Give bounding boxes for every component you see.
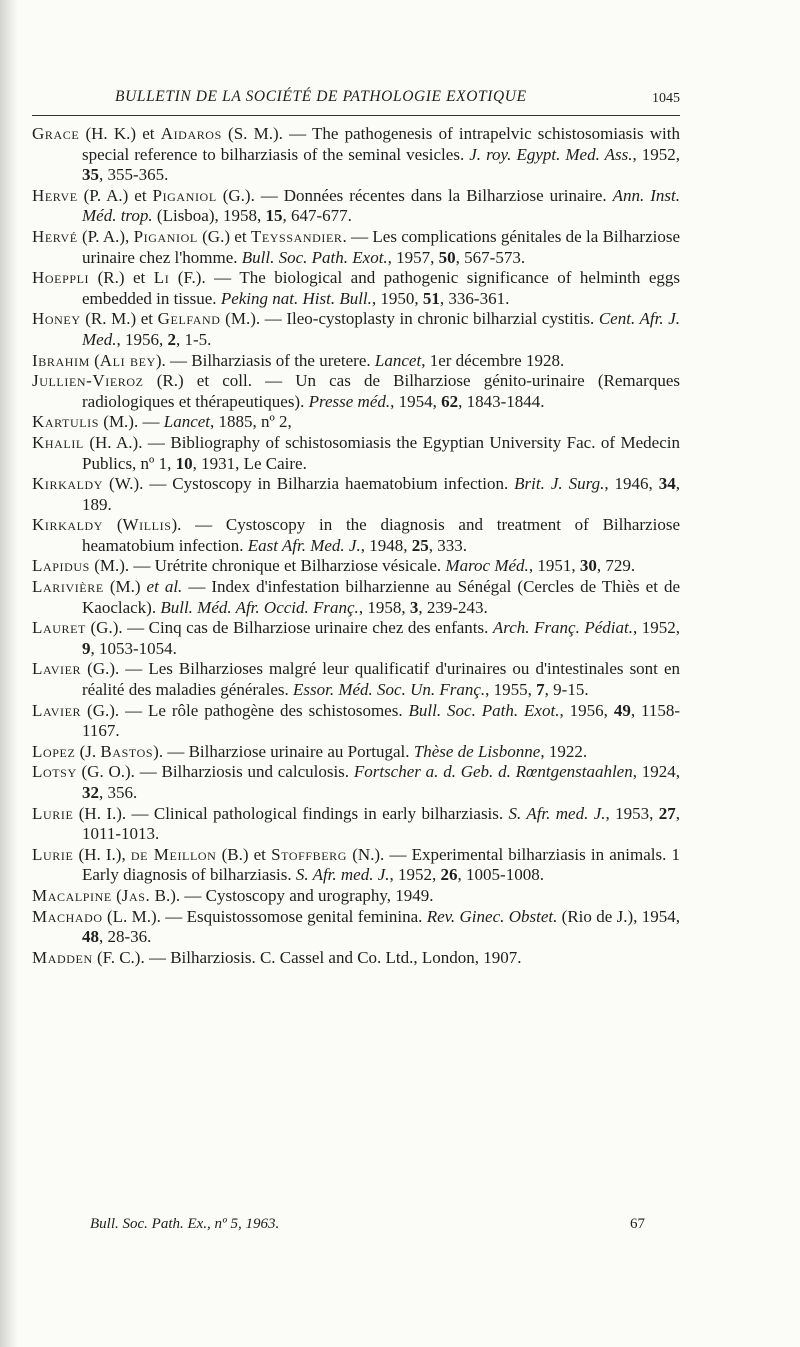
reference-text: (G.). — Données récentes dans la Bilharziose urinaire. [216,185,613,205]
reference-entry [32,371,680,412]
reference-text: B.). — Cystoscopy and urography, 1949. [150,885,434,905]
reference-text: (R.) et [97,268,154,288]
volume-number: 30 [579,556,597,576]
reference-text: , 1005-1008. [457,865,544,885]
journal-title: Arch. Franç. Pédiat. [492,618,633,638]
journal-title: Bull. Soc. Path. Exot. [241,247,388,267]
reference-entry [32,186,680,227]
reference-author: Hoeppli [32,268,90,288]
reference-text: (P. A.), [81,226,134,246]
journal-title: Cent. Afr. J. Med. [82,309,681,349]
reference-text: (M.). — Ileo-cystoplasty in chronic bilharzial cystitis. [220,309,599,329]
footer-citation: Bull. Soc. Path. Ex., nº 5, 1963. [90,1216,280,1232]
reference-text: , 28-36. [99,927,152,947]
volume-number: 35 [82,165,99,185]
journal-title: Presse méd. [308,391,391,411]
reference-text: (L. M.). — Esquistossomose genital feminina. [107,906,427,926]
journal-title: Bull. Méd. Afr. Occid. Franç. [160,597,359,617]
coauthor-name: Piganiol [133,226,198,246]
volume-number: 15 [265,206,283,226]
journal-title: Bull. Soc. Path. Exot. [408,700,560,720]
coauthor-name: Stoffberg [271,844,348,864]
reference-text: ). — Bilharziasis of the uretere. [155,350,375,370]
reference-author: Lurie [32,844,74,864]
reference-author: Lopez [32,741,76,761]
volume-number: 48 [82,927,99,947]
reference-entry [32,948,680,969]
reference-text: (J. [79,741,101,761]
reference-text: , 647-677. [282,206,352,226]
reference-text: (B.) et [216,844,272,864]
footer-sheet-number: 67 [630,1216,645,1232]
journal-title: et al. [146,577,183,597]
reference-text: (R. M.) et [85,309,158,329]
journal-title: Lancet [374,350,422,370]
volume-number: 10 [175,453,193,473]
coauthor-name: de Meillon [130,844,217,864]
journal-title: Lancet [163,412,211,432]
reference-author: Machado [32,906,103,926]
journal-title: Brit. J. Surg. [514,474,605,494]
reference-author: Lauret [32,618,86,638]
reference-text: (M.). — Urétrite chronique et Bilharziose vésicale. [94,556,446,576]
reference-text: , 1948, [360,535,412,555]
journal-title: Fortscher a. d. Geb. d. Rœntgenstaahlen [353,762,633,782]
reference-text: , 1-5. [175,329,212,349]
reference-entry [32,907,680,948]
reference-text: , 1053-1054. [90,638,177,658]
reference-text: (Rio de J.), 1954, [557,906,680,926]
reference-text: , 567-573. [455,247,526,267]
scan-edge-shadow [0,0,18,1347]
reference-list [32,124,680,968]
coauthor-name: Ali bey [99,350,156,370]
running-title: BULLETIN DE LA SOCIÉTÉ DE PATHOLOGIE EXOTIQUE [115,88,527,105]
reference-author: Kartulis [32,412,100,432]
reference-text: , 1158-1167. [82,700,681,741]
reference-author: Jullien-Vieroz [32,371,144,391]
journal-title: S. Afr. med. J. [508,803,606,823]
reference-text: (G.) et [197,226,251,246]
reference-text: ( [116,885,122,905]
reference-text: , 1952, [633,618,681,638]
reference-text: ). — Cystoscopy in the diagnosis and treatment of Bilharziose heamatobium infection. [82,515,680,555]
reference-text: , 1954, [390,391,442,411]
reference-entry [32,515,680,556]
journal-title: Essor. Méd. Soc. Un. Franç. [292,680,486,700]
reference-entry [32,268,680,309]
volume-number: 25 [411,535,429,555]
coauthor-name: Willis [122,515,172,535]
reference-text: , 336-361. [439,288,510,308]
reference-text: , 1958, [358,597,410,617]
volume-number: 62 [441,391,459,411]
reference-text: (G.). — Les Bilharzioses malgré leur qualificatif d'urinaires ou d'intestinales sont en réalité des maladies générales. [82,659,680,700]
journal-title: Rev. Ginec. Obstet. [426,906,558,926]
reference-text: , 1950, [371,288,423,308]
reference-author: Lapidus [32,556,90,576]
reference-text: , 1952, [632,144,680,164]
volume-number: 27 [658,803,676,823]
reference-author: Kirkaldy [32,515,104,535]
reference-author: Larivière [32,577,104,597]
reference-entry [32,577,680,618]
reference-author: Lurie [32,803,74,823]
reference-text: , 356. [99,783,138,802]
reference-author: Ibrahim [32,350,90,370]
volume-number: 26 [440,865,458,885]
coauthor-name: Li [153,268,170,288]
reference-text: , 1843-1844. [458,391,545,411]
reference-text: (H. I.). — Clinical pathological findings in early bilharziasis. [78,803,509,823]
reference-entry [32,618,680,659]
reference-text: , 1952, [389,865,441,885]
volume-number: 9 [82,638,91,658]
reference-text: , 1er décembre 1928. [421,350,565,370]
reference-text: , 355-365. [99,165,169,185]
reference-entry [32,659,680,700]
reference-author: Lavier [32,700,82,720]
journal-title: East Afr. Med. J. [247,535,361,555]
reference-entry [32,762,680,803]
reference-text: , 1924, [632,762,680,782]
journal-title: Ann. Inst. Méd. trop. [82,185,681,226]
reference-entry [32,412,680,433]
reference-entry [32,124,680,186]
header-rule [32,115,680,116]
reference-entry [32,227,680,268]
reference-text: , 9-15. [544,680,589,700]
reference-text: , 1946, [604,474,659,494]
reference-text: (H. K.) et [85,124,161,143]
reference-text: , 1951, [528,556,580,576]
reference-text: (Lisboa), 1958, [152,206,266,226]
reference-author: Herve [32,185,78,205]
page-footer [90,1216,645,1238]
reference-entry [32,433,680,474]
journal-title: J. roy. Egypt. Med. Ass. [469,144,633,164]
reference-text: (M.). — [103,412,164,432]
reference-text: , 239-243. [418,597,488,617]
volume-number: 51 [422,288,440,308]
reference-text: (R.) et coll. — Un cas de Bilharziose génito-urinaire (Remarques radiologiques et thérapeutiques). [82,371,680,411]
reference-text: (F.). — The biological and pathogenic significance of helminth eggs embedded in tissue. [82,268,680,308]
reference-author: Hervé [32,226,78,246]
journal-title: Peking nat. Hist. Bull. [220,288,372,308]
reference-text: , 333. [428,535,467,555]
reference-text: (N.). — Experimental bilharziasis in animals. 1 Early diagnosis of bilharziasis. [82,844,681,885]
volume-number: 32 [82,783,99,802]
reference-entry [32,804,680,845]
volume-number: 3 [409,597,419,617]
page-number: 1045 [652,91,680,106]
coauthor-name: Aidaros [160,124,222,143]
coauthor-name: Piganiol [152,185,217,205]
reference-entry [32,309,680,350]
reference-text: , 1922. [540,741,588,761]
reference-author: Macalpine [32,885,112,905]
reference-text: (G. O.). — Bilharziosis und calculosis. [81,762,354,782]
volume-number: 2 [167,329,176,349]
reference-text: (F. C.). — Bilharziosis. C. Cassel and Co. Ltd., London, 1907. [96,947,522,967]
reference-text: — Index d'infestation bilharzienne au Sénégal (Cercles de Thiès et de Kaoclack). [82,577,680,617]
reference-author: Kirkaldy [32,474,104,494]
reference-text: , 1931, Le Caire. [192,453,307,473]
coauthor-name: Gelfand [157,309,221,329]
journal-title: S. Afr. med. J. [295,865,390,885]
reference-text: (H. A.). — Bibliography of schistosomiasis the Egyptian University Fac. of Medecin Publics, nº 1, [82,432,680,473]
reference-text: ( [116,515,123,535]
reference-text: (P. A.) et [83,185,153,205]
reference-entry [32,701,680,742]
coauthor-name: Bastos [100,741,154,761]
reference-text: , 189. [82,474,681,514]
reference-author: Honey [32,309,81,329]
volume-number: 49 [613,700,631,720]
reference-author: Grace [32,124,80,143]
reference-text: (S. M.). — The pathogenesis of intrapelvic schistosomiasis with special reference to bilharziasis of the seminal vesicles. [82,124,680,164]
volume-number: 34 [658,474,676,494]
reference-author: Madden [32,947,93,967]
reference-text: ). — Bilharziose urinaire au Portugal. [153,741,414,761]
reference-entry [32,474,680,515]
reference-text: , 1885, nº 2, [210,412,292,432]
volume-number: 7 [536,680,545,700]
coauthor-name: Teyssandier [250,226,343,246]
coauthor-name: Jas. [121,885,151,905]
reference-text: , 729. [596,556,636,576]
reference-text: ( [94,350,100,370]
reference-text: , 1011-1013. [82,803,680,844]
reference-author: Lotsy [32,762,77,782]
reference-author: Khalil [32,432,84,452]
reference-text: (H. I.), [78,844,131,864]
journal-title: Thèse de Lisbonne [413,741,541,761]
reference-entry [32,845,680,886]
reference-entry [32,351,680,372]
volume-number: 50 [438,247,456,267]
reference-text: . — Les complications génitales de la Bilharziose urinaire chez l'homme. [82,226,681,267]
reference-entry [32,556,680,577]
reference-author: Lavier [32,659,82,679]
reference-entry [32,742,680,763]
reference-entry [32,886,680,907]
journal-title: Maroc Méd. [445,556,529,576]
reference-text: , 1953, [605,803,659,823]
reference-text: , 1956, [116,329,168,349]
page-header [115,88,680,112]
reference-text: (W.). — Cystoscopy in Bilharzia haematobium infection. [109,474,515,494]
reference-text: (G.). — Le rôle pathogène des schistosomes. [87,700,409,720]
reference-text: (G.). — Cinq cas de Bilharziose urinaire chez des enfants. [90,618,493,638]
reference-text: (M.) [109,577,147,597]
reference-text: , 1956, [559,700,614,720]
reference-text: , 1957, [387,247,439,267]
reference-text: , 1955, [485,680,537,700]
